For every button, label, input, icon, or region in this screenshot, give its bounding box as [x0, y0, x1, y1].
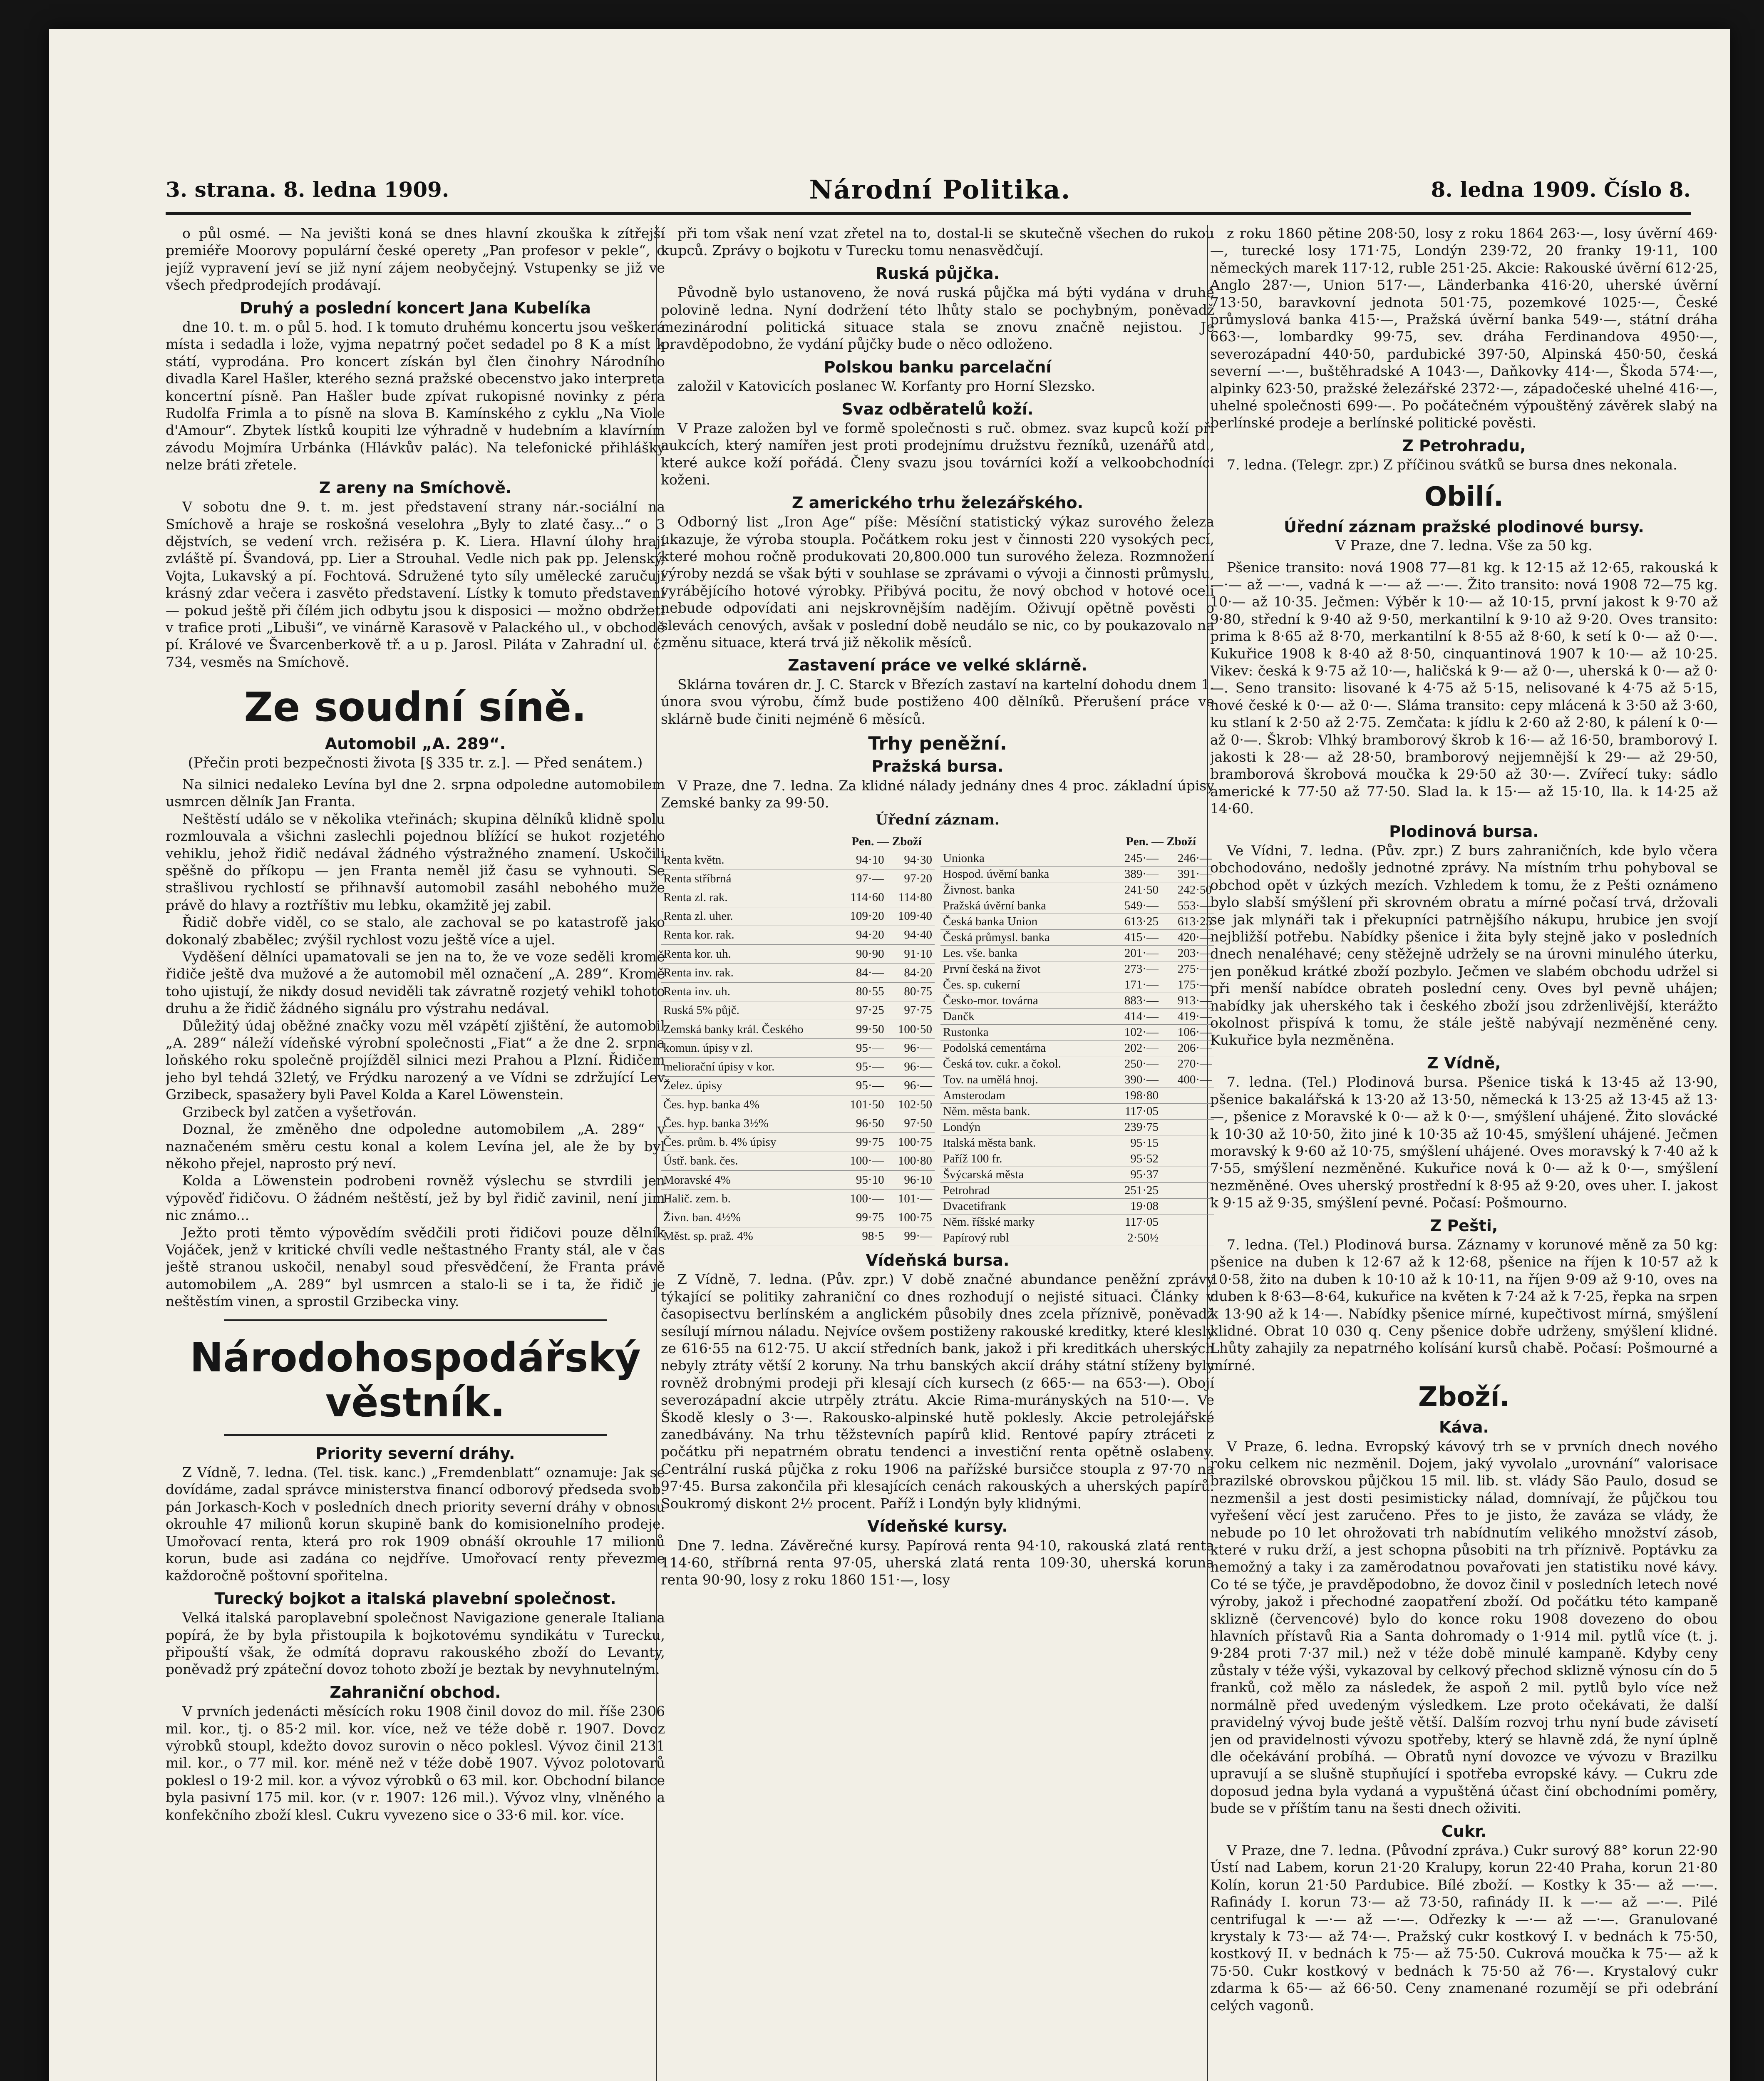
bid-price: 109·20	[839, 907, 886, 926]
ask-price: 419·—	[1161, 1009, 1214, 1025]
table-row	[661, 1170, 935, 1189]
bid-price: 198·80	[1108, 1088, 1161, 1104]
security-name: Tov. na umělá hnoj.	[940, 1072, 1108, 1088]
ask-price: 100·50	[887, 1020, 935, 1039]
table-row	[940, 1088, 1214, 1104]
ask-price: 100·75	[887, 1208, 935, 1227]
section-title: Zahraniční obchod.	[330, 1683, 501, 1701]
article-paragraph: V prvních jedenácti měsících roku 1908 činil dovoz do mil. říše 2306 mil. kor., tj. o 85·2 mil. kor. více, než ve téže době r. 1907. Dovoz výrobků stoupl, kdežto dovoz surovin o něco poklesl. Vývoz činil 2131 mil. kor., o 77 mil. kor. méně než v téže době 1907. Vývoz polotovarů poklesl o 19·2 mil. kor. a vývoz výrobků o 63 mil. kor. Obchodní bilance byla pasivní 175 mil. kor. (v r. 1907: 126 mil.). Vývoz vlny, vlněného a konfekčního zboží klesl. Cukru vyvezeno sice o 33·6 mil. kor. více.	[166, 1703, 665, 1823]
ask-price: 242·50	[1161, 882, 1214, 898]
security-name: První česká na život	[940, 961, 1108, 977]
security-name: Něm. říšské marky	[940, 1214, 1108, 1230]
bid-price: 99·50	[839, 1020, 886, 1039]
table-header: Pen. — Zboží	[851, 835, 922, 848]
ask-price: 97·20	[887, 869, 935, 888]
bid-price: 95·—	[839, 1076, 886, 1095]
security-name: Italská města bank.	[940, 1135, 1108, 1151]
section-title: Z Vídně,	[1427, 1053, 1501, 1072]
ask-price: 553·—	[1161, 898, 1214, 914]
article-subtitle: V Praze, dne 7. ledna. Vše za 50 kg.	[1335, 537, 1593, 554]
article-paragraph: Z Vídně, 7. ledna. (Pův. zpr.) V době značné abundance peněžní zprávy týkající se politiky zahraniční co dnes rozhodují o nejisté situaci. Články v časopisectvu berlínském a anglickém působily dnes zcela příznivě, poněvadž sesílují mírnou náladu. Nejvíce ovšem postiženy rakouské kreditky, které klesly ze 616·55 na 612·75. U akcií středních bank, jakož i při kreditkách uherských nebyly ztráty větší 2 koruny. Na trhu banských akcií dráhy státní stíženy byly rovněž drobnými prodeji při klesají cích kursech (z 665·— na 653·—). Obojí severozápadní akcie utrpěly ztrátu. Akcie Rima-murányských na 510·—. Ve Škodě klesly o 3·—. Rakousko-alpinské hutě poklesly. Akcie petrolejářské zanedbávány. Na trhu těžstevních papírů klid. Rentové papíry ztráceti z počátku při nepatrném obratu tendenci a investiční renta opětně oslabeny. Centrální ruská půjčka z roku 1906 na pařížské bursičce stoupla z 97·70 na 97·45. Bursa zakončila při klesajících cenách rakouských a uherských papírů. Soukromý diskont 2½ procent. Paříž i Londýn byly klidnými.	[661, 1271, 1214, 1512]
security-name: Hospod. úvěrní banka	[940, 867, 1108, 882]
section-title: Vídeňské kursy.	[867, 1517, 1008, 1536]
ask-price: 391·—	[1161, 867, 1214, 882]
article-paragraph: založil v Katovicích poslanec W. Korfanty pro Horní Slezsko.	[677, 378, 1096, 395]
section-heading-money-markets: Trhy peněžní.	[868, 733, 1007, 754]
table-row	[661, 1114, 935, 1133]
security-name: Paříž 100 fr.	[940, 1151, 1108, 1167]
ask-price: 206·—	[1161, 1040, 1214, 1056]
table-row	[940, 1151, 1214, 1167]
column-3	[1210, 225, 1718, 2081]
bid-price: 117·05	[1108, 1214, 1161, 1230]
table-row	[661, 1133, 935, 1152]
security-name: Pražská úvěrní banka	[940, 898, 1108, 914]
ask-price: 203·—	[1161, 946, 1214, 961]
table-row	[940, 1199, 1214, 1214]
bid-price: 251·25	[1108, 1183, 1161, 1199]
security-name: Živnost. banka	[940, 882, 1108, 898]
section-heading-goods: Zboží.	[1418, 1382, 1510, 1413]
bid-price: 94·20	[839, 926, 886, 944]
bid-price: 114·60	[839, 888, 886, 907]
security-name: Podolská cementárna	[940, 1040, 1108, 1056]
divider	[224, 1434, 607, 1436]
section-title: Vídeňská bursa.	[866, 1251, 1010, 1269]
ask-price: 114·80	[887, 888, 935, 907]
ask-price	[1161, 1183, 1214, 1199]
bid-price: 96·50	[839, 1114, 886, 1133]
rates-tables	[661, 833, 1214, 1246]
table-row	[661, 1058, 935, 1076]
security-name: Dvacetifrank	[940, 1199, 1108, 1214]
table-row	[940, 1009, 1214, 1025]
article-paragraph: při tom však není vzat zřetel na to, dostal-li se skutečně všechen do rukou kupců. Zprávy o bojkotu v Turecku tomu nenasvědčují.	[661, 225, 1214, 259]
article-paragraph: Grzibeck byl zatčen a vyšetřován.	[182, 1103, 417, 1120]
bid-price: 415·—	[1108, 930, 1161, 946]
bid-price: 883·—	[1108, 993, 1161, 1009]
security-name: Čes. sp. cukerní	[940, 977, 1108, 993]
security-name: Renta kor. rak.	[661, 926, 839, 944]
table-row	[940, 930, 1214, 946]
ask-price	[1161, 1088, 1214, 1104]
table-title: Úřední záznam.	[876, 811, 1000, 828]
section-title: Automobil „A. 289“.	[325, 735, 506, 753]
table-row	[661, 907, 935, 926]
table-row	[661, 869, 935, 888]
security-name: Želez. úpisy	[661, 1076, 839, 1095]
security-name: Papírový rubl	[940, 1230, 1108, 1246]
article-paragraph: V Praze, 6. ledna. Evropský kávový trh se v prvních dnech nového roku celkem nic nezměnil. Dojem, jaký vyvolalo „urovnání“ valorisace brazilské obrovskou půjčkou 15 mil. lib. st. vlády São Paulo, dosud se nezmenšil a jest dosti pesimisticky nálad, domnívají, že půjčkou tou vyřešení věcí jest zaručeno. Přes to je jisto, že zaváza se vlády, že nebude po 10 let ohrožovati trh nabídnutím velikého množství zásob, které v ruku drží, a jest schopna působiti na trh příznivě. Poptávku za nemožný a taky i za zaměrodatnou povařovati jen statistiku nové kávy. Co té se týče, je pravděpodobno, že dovoz činil v posledních letech nové výroby, jakož i přechodné zaopatření zboží. Od počátku této kampaně sklizně (červencové) bylo do konce roku 1908 dovezeno do obou hlavních přístavů Ria a Santa dohromady o 1·914 mil. pytlů více (t. j. 9·284 proti 7·37 mil.) než v téže době minulé kampaně. Kdyby ceny zůstaly v téže výši, vykazoval by celkový přechod sklizně výnosu cín do 5 franků, což mělo za následek, že aspoň 2 mil. pytlů bylo více než normálně před uvedeným výsledkem. Lze proto očekávati, že další pravidelný vývoj bude ještě větší. Dalším rozvoj trhu nyní bude závisetí jen od pravidelnosti vývozu spotřeby, který se hlavně zdá, že nyní úplně dle očekávání probíhá. — Obratů nyní dovozce ve vývozu v Brazilku upravují a se slušně stupňující i spotřeba evropské kávy. — Cukru zde doposud jedna byla vydaná a vypuštěná účast činí obchodními poměry, bude se v příštím tanu na šesti dnech oživiti.	[1210, 1438, 1718, 1817]
ask-price: 613·25	[1161, 914, 1214, 930]
ask-price: 84·20	[887, 964, 935, 982]
ask-price: 913·—	[1161, 993, 1214, 1009]
bid-price: 90·90	[839, 945, 886, 964]
security-name: Živn. ban. 4½%	[661, 1208, 839, 1227]
section-title: Pražská bursa.	[871, 757, 1004, 776]
bid-price: 95·10	[839, 1170, 886, 1189]
table-row	[940, 1072, 1214, 1088]
page-number-date: 3. strana. 8. ledna 1909.	[166, 177, 449, 202]
ask-price: 96·10	[887, 1170, 935, 1189]
article-paragraph: Vyděšení dělníci upamatovali se jen na to, že ve voze seděli kromě řidiče ještě dva mužové a že automobil měl označení „A. 289“. Kromě toho ujistují, že nikdy dosud neviděli tak závratně rozjetý vehikl tohoto druhu a že řidič žádného signálu pro výstrahu nedával.	[166, 949, 665, 1017]
security-name: Čes. hyp. banka 4%	[661, 1095, 839, 1114]
security-name: Renta květn.	[661, 851, 839, 869]
bid-price: 100·—	[839, 1189, 886, 1208]
article-paragraph: Sklárna továren dr. J. C. Starck v Březích zastaví na kartelní dohodu dnem 1. února svou výrobu, čímž bude postiženo 400 dělníků. Přerušení práce ve sklárně bude činiti nejméně 6 měsíců.	[661, 676, 1214, 727]
bid-price: 414·—	[1108, 1009, 1161, 1025]
ask-price: 102·50	[887, 1095, 935, 1114]
security-name: Petrohrad	[940, 1183, 1108, 1199]
section-title: Ruská půjčka.	[875, 264, 1000, 283]
table-row	[940, 898, 1214, 914]
section-title: Plodinová bursa.	[1389, 822, 1539, 841]
bid-price: 100·—	[839, 1152, 886, 1170]
ask-price: 94·30	[887, 851, 935, 869]
bid-price: 102·—	[1108, 1025, 1161, 1040]
section-title: Polskou banku parcelační	[824, 358, 1052, 376]
bid-price: 171·—	[1108, 977, 1161, 993]
table-row	[661, 1227, 935, 1246]
table-row	[940, 1104, 1214, 1120]
bid-price: 99·75	[839, 1208, 886, 1227]
security-name: Čes. prům. b. 4% úpisy	[661, 1133, 839, 1152]
section-title: Z Pešti,	[1430, 1216, 1498, 1235]
bid-price: 613·25	[1108, 914, 1161, 930]
security-name: Ruská 5% půjč.	[661, 1001, 839, 1020]
rates-table-left	[661, 833, 935, 1246]
bid-price: 250·—	[1108, 1056, 1161, 1072]
security-name: Švýcarská města	[940, 1167, 1108, 1183]
table-row	[940, 993, 1214, 1009]
security-name: Unionka	[940, 851, 1108, 867]
ask-price: 91·10	[887, 945, 935, 964]
divider	[224, 1319, 607, 1321]
bid-price: 80·55	[839, 982, 886, 1001]
table-row	[940, 961, 1214, 977]
section-title: Priority severní dráhy.	[315, 1444, 515, 1463]
article-paragraph: Důležitý údaj oběžné značky vozu měl vzápětí zjištění, že automobil „A. 289“ náleží vídeňské výrobní společnosti „Fiat“ a že dne 2. srpna loňského roku společně projížděl silnici mezi Prahou a Plzní. Řidičem jeho byl tehdá 32letý, ve Frýdku narozený a ve Vídni se zdržující Lev Grzibeck, spasažery byli Pavel Kolda a Karel Löwenstein.	[166, 1017, 665, 1103]
security-name: Ústř. bank. čes.	[661, 1152, 839, 1170]
security-name: Renta zl. uher.	[661, 907, 839, 926]
bid-price: 201·—	[1108, 946, 1161, 961]
ask-price	[1161, 1167, 1214, 1183]
table-row	[940, 977, 1214, 993]
table-row	[661, 1208, 935, 1227]
ask-price: 97·50	[887, 1114, 935, 1133]
section-title: Z Petrohradu,	[1402, 436, 1526, 455]
ask-price: 270·—	[1161, 1056, 1214, 1072]
section-title: Úřední záznam pražské plodinové bursy.	[1284, 517, 1644, 536]
article-paragraph: Na silnici nedaleko Levína byl dne 2. srpna odpoledne automobilem usmrcen dělník Jan Franta.	[166, 776, 665, 810]
section-title: Z amerického trhu železářského.	[791, 493, 1084, 512]
table-row	[940, 1135, 1214, 1151]
bid-price: 241·50	[1108, 882, 1161, 898]
table-row	[661, 888, 935, 907]
security-name: Čes. hyp. banka 3½%	[661, 1114, 839, 1133]
section-heading-court: Ze soudní síně.	[244, 684, 587, 731]
article-paragraph: Velká italská paroplavební společnost Navigazione generale Italiana popírá, že by byla přistoupila k bojkotovému syndikátu v Turecku, připouští však, že odmítá dopravu rakouského zboží do Levanty, poněvadž prý zpáteční dovoz tohoto zboží je beztak by nevyhnutelným.	[166, 1609, 665, 1678]
table-row	[940, 867, 1214, 882]
ask-price: 94·40	[887, 926, 935, 944]
article-paragraph: 7. ledna. (Telegr. zpr.) Z příčinou svátků se bursa dnes nekonala.	[1227, 457, 1677, 473]
security-name: Něm. města bank.	[940, 1104, 1108, 1120]
security-name: Renta inv. uh.	[661, 982, 839, 1001]
bid-price: 97·25	[839, 1001, 886, 1020]
ask-price: 80·75	[887, 982, 935, 1001]
bid-price: 273·—	[1108, 961, 1161, 977]
table-row	[940, 1120, 1214, 1135]
table-row	[940, 851, 1214, 867]
article-paragraph: V Praze, dne 7. ledna. Za klidné nálady jednány dnes 4 proc. základní úpisy Zemské banky za 99·50.	[661, 777, 1214, 811]
table-row	[661, 1095, 935, 1114]
section-heading-grain: Obilí.	[1424, 481, 1504, 512]
security-name: Renta inv. rak.	[661, 964, 839, 982]
bid-price: 117·05	[1108, 1104, 1161, 1120]
rates-table-right	[940, 833, 1214, 1246]
article-paragraph: Dne 7. ledna. Závěrečné kursy. Papírová renta 94·10, rakouská zlatá renta 114·60, stříbrná renta 97·05, uherská zlatá renta 109·30, uherská koruna renta 90·90, losy z roku 1860 151·—, losy	[661, 1537, 1214, 1588]
bid-price: 95·—	[839, 1039, 886, 1058]
bid-price: 95·—	[839, 1058, 886, 1076]
ask-price: 420·—	[1161, 930, 1214, 946]
bid-price: 390·—	[1108, 1072, 1161, 1088]
article-paragraph: V Praze, dne 7. ledna. (Původní zpráva.) Cukr surový 88° korun 22·90 Ústí nad Labem, korun 21·20 Kralupy, korun 22·40 Praha, korun 21·80 Kolín, korun 21·50 Pardubice. Bílé zboží. — Kostky k 35·— až —·—. Rafinády I. korun 73·— až 73·50, rafinády II. k —·— až —·—. Pilé centrifugal k —·— až —·—. Odřezky k —·— až —·—. Granulované krystaly k 73·— až 74·—. Pražský cukr kostkový I. v bednách k 75·50, kostkový II. v bednách k 75·— až 75·50. Cukrová moučka k 75·— až k 75·50. Cukr kostkový v bednách k 75·50 až 76·—. Krystalový cukr zdarma k 65·— až 66·50. Ceny znamenané rozumějí se při odebrání celých vagonů.	[1210, 1842, 1718, 2014]
section-title: Cukr.	[1441, 1822, 1486, 1840]
ask-price	[1161, 1214, 1214, 1230]
article-paragraph: Řidič dobře viděl, co se stalo, ale zachoval se po katastrofě jako dokonalý zbabělec; zvýšil rychlost vozu ještě více a ujel.	[166, 914, 665, 948]
table-row	[661, 1076, 935, 1095]
column-2	[661, 225, 1214, 2081]
column-1	[166, 225, 665, 2081]
security-name: Dančk	[940, 1009, 1108, 1025]
bid-price: 202·—	[1108, 1040, 1161, 1056]
ask-price	[1161, 1151, 1214, 1167]
security-name: Měst. sp. praž. 4%	[661, 1227, 839, 1246]
ask-price: 97·75	[887, 1001, 935, 1020]
ask-price	[1161, 1104, 1214, 1120]
article-paragraph: Ve Vídni, 7. ledna. (Pův. zpr.) Z burs zahraničních, kde bylo včera obchodováno, nedošly jednotné zprávy. Na místním trhu pohyboval se obchod opět v úzkých mezích. Vzhledem k tomu, že z Pešti oznámeno bylo slabší smýšlení při skrovném obratu a mírné počasí trvá, držovali se jak mlynáři tak i překupníci patrnějšího nákupu, hrubice jen svojí nejbližší potřebu. Nabídky pšenice i žita byly stejně jako v posledních dnech nenaléhavé; ceny stěžejně udržely se na úrovni minulého úterku, jen poněkud krátké zboží pozbylo. Ječmen ve slabém obchodu udržel si při menší nabídce obrateh poslední ceny. Oves byl pevně uhájen; nabídky jak uherského tak i českého zboží jsou zdrženlivější, kterážto okolnost přispívá k tomu, že stále ještě nabývají nezměněné ceny. Kukuřice byla nezměněna.	[1210, 842, 1718, 1048]
bid-price: 95·52	[1108, 1151, 1161, 1167]
table-row	[940, 946, 1214, 961]
article-paragraph: 7. ledna. (Tel.) Plodinová bursa. Záznamy v korunové měně za 50 kg: pšenice na duben k 12·67 až k 12·68, pšenice na říjen k 10·57 až k 10·58, žito na duben k 10·10 až k 10·11, na říjen 9·09 až 9·10, oves na duben k 8·63—8·64, kukuřice na květen k 7·24 až k 7·25, řepka na srpen k 13·90 až k 14·—. Nabídky pšenice mírné, kupečtivost mírná, smýšlení klidné. Obrat 10 030 q. Ceny pšenice dobře udrženy, smýšlení klidné. Lhůty zahajily za nepatrného kolísání kursů chabě. Počasí: Pošmourné a mírné.	[1210, 1236, 1718, 1373]
article-paragraph: Pšenice transito: nová 1908 77—81 kg. k 12·15 až 12·65, rakouská k —·— až —·—, vadná k —·— až —·—. Žito transito: nová 1908 72—75 kg. 10·— až 10·35. Ječmen: Výběr k 10·— až 10·15, první jakost k 9·70 až 9·80, střední k 9·40 až 9·50, merkantilní k 9·10 až 9·20. Oves transito: prima k 8·65 až 8·70, merkantilní k 8·55 až 8·60, k setí k 0·— až 0·—. Kukuřice 1908 k 8·40 až 8·50, cinquantinová 1907 k 10·— až 10·25. Vikev: česká k 9·75 až 10·—, haličská k 9·— až 0·—, uherská k 0·— až 0·—. Seno transito: lisované k 4·75 až 5·15, nelisované k 4·75 až 5·15, nové české k 0·— až 0·—. Sláma transito: cepy mlácená k 3·50 až 3·60, ku stlaní k 2·50 až 2·75. Zemčata: k jídlu k 2·60 až 2·80, k pálení k 0·— až 0·—. Škrob: Vlhký bramborový škrob k 16·— až 16·50, bramborový I. jakosti k 28·— až 28·50, bramborový nejjemnější k 29·— až 29·50, bramborová škrobová moučka k 29·50 až 30·—. Zvířecí tuky: sádlo americké k 77·50 až 77·50. Slad la. k 15·— až 15·10, lla. k 14·25 až 14·60.	[1210, 559, 1718, 817]
table-header: Pen. — Zboží	[1126, 835, 1196, 848]
ask-price: 96·—	[887, 1076, 935, 1095]
ask-price: 101·—	[887, 1189, 935, 1208]
section-title: Druhý a poslední koncert Jana Kubelíka	[240, 298, 591, 317]
security-name: Zemská banky král. Českého	[661, 1020, 839, 1039]
article-paragraph: Kolda a Löwenstein podrobeni rovněž výslechu se stvrdili jen výpověď řidičovu. O žádném neštěstí, jež by byl řidič zavinil, není jim nic známo...	[166, 1172, 665, 1224]
article-paragraph: Původně bylo ustanoveno, že nová ruská půjčka má býti vydána v druhé polovině ledna. Nyní dodržení této lhůty stalo se pochybným, poněvadž mezinárodní politická situace stala se znovu značně nejistou. Je pravděpodobno, že vydání půjčky bude o něco odloženo.	[661, 284, 1214, 353]
security-name: Česká tov. cukr. a čokol.	[940, 1056, 1108, 1072]
security-name: Renta zl. rak.	[661, 888, 839, 907]
newspaper-page	[49, 29, 1730, 2081]
table-row	[661, 964, 935, 982]
bid-price: 98·5	[839, 1227, 886, 1246]
article-paragraph: Z Vídně, 7. ledna. (Tel. tisk. kanc.) „Fremdenblatt“ oznamuje: Jak se dovídáme, zadal správce ministerstva financí odborový předseda svob. pán Jorkasch-Koch v posledních dnech priority severní dráhy v obnosu okrouhle 47 milionů korun skupině bank do komisionelního prodeje. Umořovací renta, která pro rok 1909 obnáší okrouhle 17 milionů korun, bude asi zadána co nejdříve. Umořovací renty převezme každoročně poštovní spořitelna.	[166, 1464, 665, 1584]
ask-price: 106·—	[1161, 1025, 1214, 1040]
ask-price	[1161, 1230, 1214, 1246]
bid-price: 389·—	[1108, 867, 1161, 882]
ask-price	[1161, 1120, 1214, 1135]
bid-price: 101·50	[839, 1095, 886, 1114]
security-name: meliorační úpisy v kor.	[661, 1058, 839, 1076]
article-paragraph: o půl osmé. — Na jevišti koná se dnes hlavní zkouška k zítřejší premiéře Moorovy populární české operety „Pan profesor v pekle“, o jejíž vypravení jeví se již nyní zájem neobyčejný. Vstupenky se již ve všech předprodejích prodávají.	[166, 225, 665, 293]
table-row	[661, 1020, 935, 1039]
bid-price: 95·15	[1108, 1135, 1161, 1151]
security-name: Česká průmysl. banka	[940, 930, 1108, 946]
section-title: Káva.	[1439, 1418, 1489, 1437]
ask-price: 109·40	[887, 907, 935, 926]
bid-price: 95·37	[1108, 1167, 1161, 1183]
ask-price	[1161, 1135, 1214, 1151]
table-row	[661, 926, 935, 944]
security-name: Rustonka	[940, 1025, 1108, 1040]
article-paragraph: Neštěstí událo se v několika vteřinách; skupina dělníků klidně spolu rozmlouvala a všichni zaslechli pojednou blížící se hukot rozjetého vehiklu, jehož řidič nedával žádného výstražného znamení. Uskočili spěšně do příkopu — jen Franta neměl již času se vyhnouti. Se strašlivou rychlostí se přihnavší automobil zasáhl nebohého muže právě do hlavy a roztříštiv mu lebku, okamžitě jej zabil.	[166, 810, 665, 913]
table-row	[661, 982, 935, 1001]
article-subtitle: (Přečin proti bezpečnosti života [§ 335 tr. z.]. — Před senátem.)	[188, 754, 643, 771]
table-row	[661, 1001, 935, 1020]
table-row	[940, 1040, 1214, 1056]
bid-price: 245·—	[1108, 851, 1161, 867]
ask-price: 175·—	[1161, 977, 1214, 993]
security-name: Amsterodam	[940, 1088, 1108, 1104]
section-title: Svaz odběratelů koží.	[841, 400, 1034, 418]
ask-price: 400·—	[1161, 1072, 1214, 1088]
security-name: Renta kor. uh.	[661, 945, 839, 964]
article-paragraph: V Praze založen byl ve formě společnosti s ruč. obmez. svaz kupců koží při aukcích, který namířen jest proti prodejnímu družstvu řezníků, uzenářů atd., které aukce koží pořádá. Členy svazu jsou továrníci koží a velkoobchodníci koženi.	[661, 420, 1214, 488]
section-title: Zastavení práce ve velké sklárně.	[788, 656, 1087, 675]
bid-price: 549·—	[1108, 898, 1161, 914]
bid-price: 19·08	[1108, 1199, 1161, 1214]
issue-number: 8. ledna 1909. Číslo 8.	[1431, 177, 1691, 202]
ask-price: 246·—	[1161, 851, 1214, 867]
table-row	[661, 1189, 935, 1208]
bid-price: 84·—	[839, 964, 886, 982]
table-row	[940, 1183, 1214, 1199]
ask-price: 96·—	[887, 1058, 935, 1076]
article-paragraph: 7. ledna. (Tel.) Plodinová bursa. Pšenice tiská k 13·45 až 13·90, pšenice bakalářská k 13·20 až 13·50, německá k 13·25 až 13·45 až 13·—, pšenice z Moravské k 0·— až k 0·—, smýšlení uhájené. Žito slovácké k 10·30 až 10·50, žito jiné k 10·35 až 10·45, smýšlení uhájené. Ječmen moravský k 9·60 až 10·75, smýšlení uhájené. Oves moravský k 7·40 až k 7·55, smýšlení nezměněné. Kukuřice nová k 0·— až k 0·—, smýšlení nezměněné. Oves uherský prostřední k 8·95 až 9·20, oves uher. I. jakost k 9·15 až 9·35, smýšlení pevné. Počasí: Pošmourno.	[1210, 1074, 1718, 1211]
security-name: Moravské 4%	[661, 1170, 839, 1189]
table-row	[940, 1214, 1214, 1230]
table-row	[940, 1230, 1214, 1246]
ask-price: 100·80	[887, 1152, 935, 1170]
security-name: Česko-mor. továrna	[940, 993, 1108, 1009]
masthead	[166, 166, 1691, 215]
security-name: komun. úpisy v zl.	[661, 1039, 839, 1058]
ask-price	[1161, 1199, 1214, 1214]
security-name: Česká banka Union	[940, 914, 1108, 930]
ask-price: 99·—	[887, 1227, 935, 1246]
security-name: Les. vše. banka	[940, 946, 1108, 961]
table-row	[940, 914, 1214, 930]
table-row	[940, 1056, 1214, 1072]
article-paragraph: V sobotu dne 9. t. m. jest představení strany nár.-sociální na Smíchově a hraje se roskošná veselohra „Byly to zlaté časy...“ o 3 dějstvích, se vedení vrch. režiséra p. K. Liera. Hlavní úlohy hrají zvláště pí. Švandová, pp. Lier a Strouhal. Vedle nich pak pp. Jelenský, Vojta, Lukavský a pí. Fochtová. Sdružené tyto síly umělecké zaručují krásný zdar večera i zasvěto představení. Lístky k tomuto představení — pokud ještě při čílém jich odbytu jsou k disposici — možno obdržeti v trafice proti „Libuši“, ve vinárně Karasově v Palackého ul., v obchodě pí. Králové ve Švarcenberkově tř. a u p. Jarosl. Piláta v Zahradní ul. č. 734, vesměs na Smíchově.	[166, 499, 665, 670]
article-paragraph: Odborný list „Iron Age“ píše: Měsíční statistický výkaz surového železa ukazuje, že výroba stoupla. Počátkem roku jest v činnosti 220 vysokých pecí, které mohou ročně produkovati 20,800.000 tun surového železa. Rozmnožení výroby nezdá se však býti v souhlase se zprávami o vývoji a činnosti průmyslu, vyrábějícího hotové výrobky. Přibývá pocitu, že nový obchod v hotové oceli nebude odpovídati ani nejskrovnějším nadějím. Oživují opětně pověsti o slevách cenových, avšak v poslední době neudálo se nic, co by poukazovalo na změnu situace, která trvá již několik měsíců.	[661, 514, 1214, 651]
article-paragraph: dne 10. t. m. o půl 5. hod. I k tomuto druhému koncertu jsou veškerá místa i sedadla i lože, vyjma nepatrný počet sedadel po 8 K a míst k státí, vyprodána. Pro koncert získán byl člen činohry Národního divadla Karel Hašler, kterého sezná pražské obecenstvo jako interpreta koncertní písně. Pan Hašler bude zpívat rukopisné novinky z péra Rudolfa Frimla a to písně na slova B. Kamínského z cyklu „Na Viole d'Amour“. Zbytek lístků koupiti lze výhradně v hudebním a klavírním závodu Mojmíra Urbánka (Hlávkův palác). Na telefonické přihlášky nelze bráti zřetele.	[166, 319, 665, 473]
bid-price: 99·75	[839, 1133, 886, 1152]
article-paragraph: Ježto proti těmto výpovědím svědčili proti řidičovi pouze dělník Vojáček, jenž v kritické chvíli vedle neštastného Franty stál, ale v čas ještě stranou uskočil, nenabyl soud přesvědčení, že Franta právě automobilem „A. 289“ byl usmrcen a stalo-li se i ta, že řidič je neštěstím vinen, a sprostil Grzibecka viny.	[166, 1224, 665, 1310]
table-row	[940, 1025, 1214, 1040]
table-row	[661, 945, 935, 964]
ask-price: 275·—	[1161, 961, 1214, 977]
table-row	[940, 882, 1214, 898]
table-row	[940, 1167, 1214, 1183]
bid-price: 94·10	[839, 851, 886, 869]
table-row	[661, 1152, 935, 1170]
ask-price: 96·—	[887, 1039, 935, 1058]
article-paragraph: Doznal, že změněho dne odpoledne automobilem „A. 289“ v naznačeném směru cestu konal a kolem Levína jel, ale že by byl někoho přejel, naprosto prý neví.	[166, 1121, 665, 1172]
section-title: Z areny na Smíchově.	[319, 478, 512, 497]
bid-price: 239·75	[1108, 1120, 1161, 1135]
ask-price: 100·75	[887, 1133, 935, 1152]
security-name: Renta stříbrná	[661, 869, 839, 888]
security-name: Londýn	[940, 1120, 1108, 1135]
section-heading-economy: Národohospodářský věstník.	[190, 1334, 641, 1426]
bid-price: 97·—	[839, 869, 886, 888]
newspaper-title: Národní Politika.	[809, 174, 1071, 205]
bid-price: 2·50½	[1108, 1230, 1161, 1246]
table-row	[661, 851, 935, 869]
security-name: Halič. zem. b.	[661, 1189, 839, 1208]
table-row	[661, 1039, 935, 1058]
article-paragraph: z roku 1860 pětine 208·50, losy z roku 1864 263·—, losy úvěrní 469·—, turecké losy 171·75, Londýn 239·72, 20 franky 19·11, 100 německých marek 117·12, ruble 251·25. Akcie: Rakouské úvěrní 612·25, Anglo 287·—, Union 517·—, Länderbanka 416·20, uherské úvěrní 713·50, baravkovní jednota 501·75, pozemkové 1025·—, České průmyslová banka 415·—, Pražská úvěrní banka 549·—, státní dráha 663·—, lombardky 99·75, sev. dráha Ferdinandova 4950·—, severozápadní 440·50, pardubické 397·50, Alpinská 450·50, česká severní —·—, buštěhradské A 1043·—, Daňkovky 414·—, Škoda 574·—, alpinky 623·50, pražské železářské 2372·—, západočeské uhelné 416·—, uhelné společnosti 699·—. Po počátečném výpouštěný závěrek slabý na berlínské prodeje a berlínské politické pověsti.	[1210, 225, 1718, 431]
section-title: Turecký bojkot a italská plavební společnost.	[214, 1589, 616, 1608]
